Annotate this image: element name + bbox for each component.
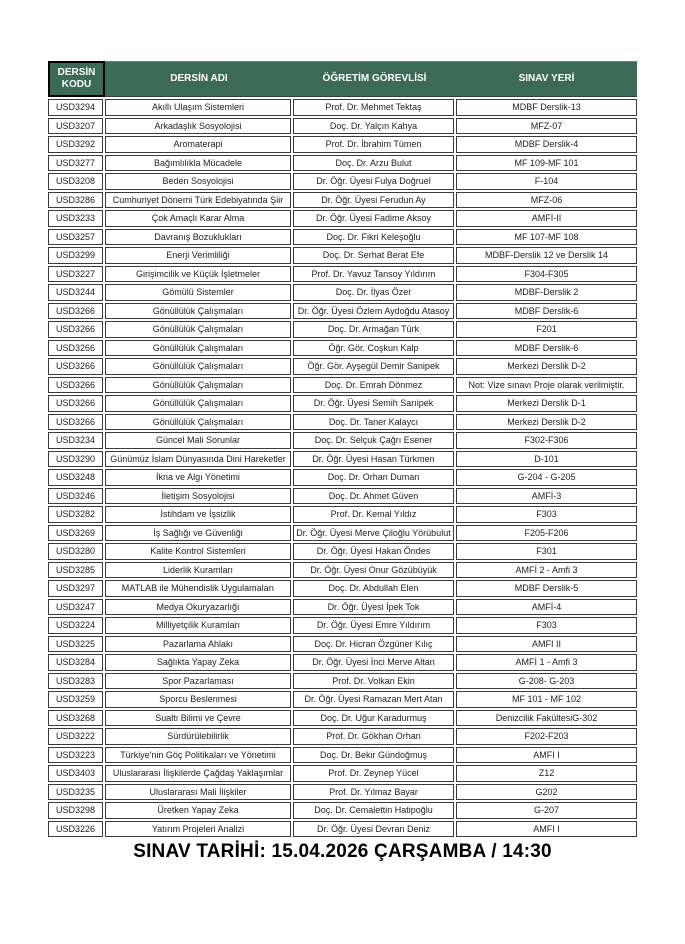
exam-place-cell: F201	[456, 321, 637, 338]
exam-place-cell: F202-F203	[456, 728, 637, 745]
table-row	[48, 247, 637, 264]
exam-place-cell: MFZ-07	[456, 118, 637, 135]
course-name-cell: Gönüllülük Çalışmaları	[105, 377, 291, 394]
course-code-cell: USD3284	[48, 654, 103, 671]
course-code-cell: USD3226	[48, 821, 103, 838]
course-code-cell: USD3208	[48, 173, 103, 190]
course-code-cell: USD3298	[48, 802, 103, 819]
exam-place-cell: MF 107-MF 108	[456, 229, 637, 246]
exam-place-cell: MDBF Derslik-6	[456, 340, 637, 357]
course-name-cell: İş Sağlığı ve Güvenliği	[105, 525, 291, 542]
table-row	[48, 599, 637, 616]
exam-place-cell: MDBF-Derslik 12 ve Derslik 14	[456, 247, 637, 264]
course-name-cell: Spor Pazarlaması	[105, 673, 291, 690]
course-name-cell: Uluslararası Mali İlişkiler	[105, 784, 291, 801]
course-name-cell: Gömülü Sistemler	[105, 284, 291, 301]
instructor-cell: Dr. Öğr. Üyesi Onur Gözübüyük	[293, 562, 454, 579]
table-row	[48, 284, 637, 301]
course-name-cell: İletişim Sosyolojisi	[105, 488, 291, 505]
course-code-cell: USD3280	[48, 543, 103, 560]
course-name-cell: Sağlıkta Yapay Zeka	[105, 654, 291, 671]
exam-place-cell: Denizcilik FakültesiG-302	[456, 710, 637, 727]
exam-place-cell: Not: Vize sınavı Proje olarak verilmiştir.	[456, 377, 637, 394]
exam-place-cell: D-101	[456, 451, 637, 468]
table-row	[48, 636, 637, 653]
exam-place-cell: F303	[456, 506, 637, 523]
course-code-cell: USD3257	[48, 229, 103, 246]
table-row	[48, 525, 637, 542]
table-row	[48, 617, 637, 634]
exam-place-cell: F304-F305	[456, 266, 637, 283]
exam-schedule-table	[48, 61, 637, 837]
course-name-cell: Davranış Bozuklukları	[105, 229, 291, 246]
instructor-cell: Doç. Dr. Fikri Keleşoğlu	[293, 229, 454, 246]
course-name-cell: Çok Amaçlı Karar Alma	[105, 210, 291, 227]
column-header-exam-place: SINAV YERİ	[518, 73, 575, 84]
instructor-cell: Prof. Dr. Zeynep Yücel	[293, 765, 454, 782]
instructor-cell: Doç. Dr. Armağan Türk	[293, 321, 454, 338]
table-row	[48, 784, 637, 801]
table-header-row	[48, 61, 637, 97]
exam-place-cell: Merkezi Derslik D-2	[456, 414, 637, 431]
table-row	[48, 414, 637, 431]
exam-place-cell: MFZ-06	[456, 192, 637, 209]
table-row	[48, 358, 637, 375]
instructor-cell: Doç. Dr. Orhan Duman	[293, 469, 454, 486]
course-code-cell: USD3247	[48, 599, 103, 616]
course-code-cell: USD3266	[48, 414, 103, 431]
course-code-cell: USD3277	[48, 155, 103, 172]
course-code-cell: USD3266	[48, 321, 103, 338]
course-name-cell: Aromaterapi	[105, 136, 291, 153]
table-row	[48, 654, 637, 671]
instructor-cell: Dr. Öğr. Üyesi Emre Yıldırım	[293, 617, 454, 634]
table-row	[48, 340, 637, 357]
instructor-cell: Öğr. Gör. Coşkun Kalp	[293, 340, 454, 357]
course-name-cell: Enerji Verimliliği	[105, 247, 291, 264]
exam-place-cell: AMFİ-4	[456, 599, 637, 616]
instructor-cell: Doç. Dr. Yalçın Kahya	[293, 118, 454, 135]
course-code-cell: USD3227	[48, 266, 103, 283]
course-name-cell: Gönüllülük Çalışmaları	[105, 303, 291, 320]
instructor-cell: Doç. Dr. İlyas Özer	[293, 284, 454, 301]
table-row	[48, 580, 637, 597]
table-row	[48, 728, 637, 745]
course-name-cell: Gönüllülük Çalışmaları	[105, 321, 291, 338]
course-code-cell: USD3259	[48, 691, 103, 708]
course-code-cell: USD3223	[48, 747, 103, 764]
course-name-cell: Bağımlılıkla Mücadele	[105, 155, 291, 172]
instructor-cell: Dr. Öğr. Üyesi Hasan Türkmen	[293, 451, 454, 468]
instructor-cell: Doç. Dr. Taner Kalaycı	[293, 414, 454, 431]
course-code-cell: USD3290	[48, 451, 103, 468]
table-row	[48, 432, 637, 449]
exam-place-cell: MDBF Derslik-5	[456, 580, 637, 597]
instructor-cell: Doç. Dr. Ahmet Güven	[293, 488, 454, 505]
table-row	[48, 173, 637, 190]
course-code-cell: USD3244	[48, 284, 103, 301]
course-name-cell: Sualtı Bilimi ve Çevre	[105, 710, 291, 727]
exam-place-cell: MDBF Derslik-4	[456, 136, 637, 153]
exam-place-cell: F301	[456, 543, 637, 560]
course-name-cell: Akıllı Ulaşım Sistemleri	[105, 99, 291, 116]
table-row	[48, 747, 637, 764]
course-name-cell: Pazarlama Ahlakı	[105, 636, 291, 653]
instructor-cell: Dr. Öğr. Üyesi Ramazan Mert Atan	[293, 691, 454, 708]
column-header-course-name: DERSİN ADI	[170, 73, 228, 84]
table-row	[48, 451, 637, 468]
table-row	[48, 395, 637, 412]
course-code-cell: USD3266	[48, 377, 103, 394]
column-header-instructor: ÖĞRETİM GÖREVLİSİ	[322, 73, 427, 84]
instructor-cell: Dr. Öğr. Üyesi Özlem Aydoğdu Atasoy	[293, 303, 454, 320]
course-name-cell: Girişimcilik ve Küçük İşletmeler	[105, 266, 291, 283]
exam-place-cell: AMFİ-II	[456, 210, 637, 227]
course-code-cell: USD3403	[48, 765, 103, 782]
instructor-cell: Dr. Öğr. Üyesi Semih Sarıipek	[293, 395, 454, 412]
instructor-cell: Dr. Öğr. Üyesi Ferudun Ay	[293, 192, 454, 209]
exam-place-cell: AMFI I	[456, 821, 637, 838]
course-code-cell: USD3234	[48, 432, 103, 449]
instructor-cell: Dr. Öğr. Üyesi İpek Tok	[293, 599, 454, 616]
exam-place-cell: AMFİ-3	[456, 488, 637, 505]
course-code-cell: USD3299	[48, 247, 103, 264]
instructor-cell: Doç. Dr. Emrah Dönmez	[293, 377, 454, 394]
course-name-cell: Yatırım Projeleri Analizi	[105, 821, 291, 838]
exam-place-cell: F303	[456, 617, 637, 634]
course-code-cell: USD3246	[48, 488, 103, 505]
exam-place-cell: G-207	[456, 802, 637, 819]
table-row	[48, 765, 637, 782]
course-name-cell: Medya Okuryazarlığı	[105, 599, 291, 616]
instructor-cell: Öğr. Gör. Ayşegül Demir Sanipek	[293, 358, 454, 375]
exam-place-cell: F302-F306	[456, 432, 637, 449]
instructor-cell: Dr. Öğr. Üyesi Fulya Doğruel	[293, 173, 454, 190]
course-name-cell: Sporcu Beslenmesi	[105, 691, 291, 708]
instructor-cell: Prof. Dr. İbrahim Tümen	[293, 136, 454, 153]
table-row	[48, 673, 637, 690]
table-row	[48, 118, 637, 135]
exam-place-cell: AMFİ 1 - Amfi 3	[456, 654, 637, 671]
course-name-cell: Cumhuriyet Dönemi Türk Edebiyatında Şiir	[105, 192, 291, 209]
course-name-cell: MATLAB ile Mühendislik Uygulamaları	[105, 580, 291, 597]
course-code-cell: USD3282	[48, 506, 103, 523]
course-name-cell: Güncel Mali Sorunlar	[105, 432, 291, 449]
instructor-cell: Prof. Dr. Yılmaz Bayar	[293, 784, 454, 801]
course-name-cell: Kalite Kontrol Sistemleri	[105, 543, 291, 560]
exam-place-cell: AMFI I	[456, 747, 637, 764]
exam-place-cell: Z12	[456, 765, 637, 782]
table-row	[48, 136, 637, 153]
instructor-cell: Doç. Dr. Selçuk Çağrı Esener	[293, 432, 454, 449]
instructor-cell: Prof. Dr. Gökhan Orhan	[293, 728, 454, 745]
course-code-cell: USD3286	[48, 192, 103, 209]
exam-place-cell: MDBF Derslik-13	[456, 99, 637, 116]
table-body	[48, 99, 637, 837]
exam-place-cell: G202	[456, 784, 637, 801]
course-code-cell: USD3297	[48, 580, 103, 597]
exam-place-cell: AMFİ 2 - Amfi 3	[456, 562, 637, 579]
course-name-cell: Gönüllülük Çalışmaları	[105, 340, 291, 357]
instructor-cell: Prof. Dr. Yavuz Tansoy Yıldırım	[293, 266, 454, 283]
course-code-cell: USD3292	[48, 136, 103, 153]
table-row	[48, 562, 637, 579]
instructor-cell: Doç. Dr. Cemalettin Hatipoğlu	[293, 802, 454, 819]
exam-date-footer: SINAV TARİHİ: 15.04.2026 ÇARŞAMBA / 14:30	[133, 841, 552, 862]
table-row	[48, 488, 637, 505]
course-code-cell: USD3285	[48, 562, 103, 579]
table-row	[48, 691, 637, 708]
course-code-cell: USD3222	[48, 728, 103, 745]
table-row	[48, 377, 637, 394]
course-name-cell: Üretken Yapay Zeka	[105, 802, 291, 819]
instructor-cell: Dr. Öğr. Üyesi Hakan Öndes	[293, 543, 454, 560]
table-row	[48, 303, 637, 320]
instructor-cell: Doç. Dr. Abdullah Elen	[293, 580, 454, 597]
course-code-cell: USD3266	[48, 340, 103, 357]
course-name-cell: Günümüz İslam Dünyasında Dini Hareketler	[105, 451, 291, 468]
table-row	[48, 469, 637, 486]
exam-place-cell: Merkezi Derslik D-1	[456, 395, 637, 412]
exam-place-cell: G-204 - G-205	[456, 469, 637, 486]
exam-place-cell: F205-F206	[456, 525, 637, 542]
course-code-cell: USD3266	[48, 358, 103, 375]
exam-place-cell: MDBF Derslik-6	[456, 303, 637, 320]
exam-place-cell: F-104	[456, 173, 637, 190]
course-name-cell: Gönüllülük Çalışmaları	[105, 358, 291, 375]
course-code-cell: USD3224	[48, 617, 103, 634]
exam-place-cell: AMFI II	[456, 636, 637, 653]
course-code-cell: USD3294	[48, 99, 103, 116]
exam-place-cell: G-208- G-203	[456, 673, 637, 690]
course-name-cell: Arkadaşlık Sosyolojisi	[105, 118, 291, 135]
table-row	[48, 802, 637, 819]
course-name-cell: Beden Sosyolojisi	[105, 173, 291, 190]
course-name-cell: İstihdam ve İşsizlik	[105, 506, 291, 523]
table-row	[48, 543, 637, 560]
table-row	[48, 155, 637, 172]
table-row	[48, 710, 637, 727]
table-row	[48, 229, 637, 246]
exam-place-cell: MF 109-MF 101	[456, 155, 637, 172]
course-code-cell: USD3235	[48, 784, 103, 801]
course-code-cell: USD3233	[48, 210, 103, 227]
instructor-cell: Dr. Öğr. Üyesi Devran Deniz	[293, 821, 454, 838]
exam-place-cell: Merkezi Derslik D-2	[456, 358, 637, 375]
exam-place-cell: MDBF-Derslik 2	[456, 284, 637, 301]
course-name-cell: Türkiye'nin Göç Politikaları ve Yönetimi	[105, 747, 291, 764]
instructor-cell: Prof. Dr. Kemal Yıldız	[293, 506, 454, 523]
course-name-cell: Milliyetçilik Kuramları	[105, 617, 291, 634]
course-code-cell: USD3207	[48, 118, 103, 135]
course-name-cell: Gönüllülük Çalışmaları	[105, 414, 291, 431]
course-code-cell: USD3248	[48, 469, 103, 486]
course-code-cell: USD3225	[48, 636, 103, 653]
instructor-cell: Doç. Dr. Serhat Berat Efe	[293, 247, 454, 264]
instructor-cell: Doç. Dr. Bekir Gündoğmuş	[293, 747, 454, 764]
instructor-cell: Dr. Öğr. Üyesi Fadime Aksoy	[293, 210, 454, 227]
exam-place-cell: MF 101 - MF 102	[456, 691, 637, 708]
course-name-cell: İkna ve Algı Yönetimi	[105, 469, 291, 486]
instructor-cell: Dr. Öğr. Üyesi İnci Merve Altan	[293, 654, 454, 671]
table-row	[48, 192, 637, 209]
column-header-course-code: DERSİN KODU	[48, 61, 105, 97]
instructor-cell: Prof. Dr. Volkan Ekin	[293, 673, 454, 690]
instructor-cell: Prof. Dr. Mehmet Tektaş	[293, 99, 454, 116]
course-code-cell: USD3266	[48, 395, 103, 412]
table-row	[48, 506, 637, 523]
instructor-cell: Doç. Dr. Hicran Özgüner Kılıç	[293, 636, 454, 653]
course-code-cell: USD3283	[48, 673, 103, 690]
course-name-cell: Liderlik Kuramları	[105, 562, 291, 579]
course-name-cell: Uluslararası İlişkilerde Çağdaş Yaklaşımlar	[105, 765, 291, 782]
course-name-cell: Sürdürülebilirlik	[105, 728, 291, 745]
course-code-cell: USD3266	[48, 303, 103, 320]
course-code-cell: USD3268	[48, 710, 103, 727]
course-code-cell: USD3269	[48, 525, 103, 542]
instructor-cell: Doç. Dr. Uğur Karadurmuş	[293, 710, 454, 727]
table-row	[48, 266, 637, 283]
course-name-cell: Gönüllülük Çalışmaları	[105, 395, 291, 412]
table-row	[48, 321, 637, 338]
instructor-cell: Doç. Dr. Arzu Bulut	[293, 155, 454, 172]
instructor-cell: Dr. Öğr. Üyesi Merve Çiloğlu Yörübulut	[293, 525, 454, 542]
table-row	[48, 99, 637, 116]
table-row	[48, 821, 637, 838]
table-row	[48, 210, 637, 227]
